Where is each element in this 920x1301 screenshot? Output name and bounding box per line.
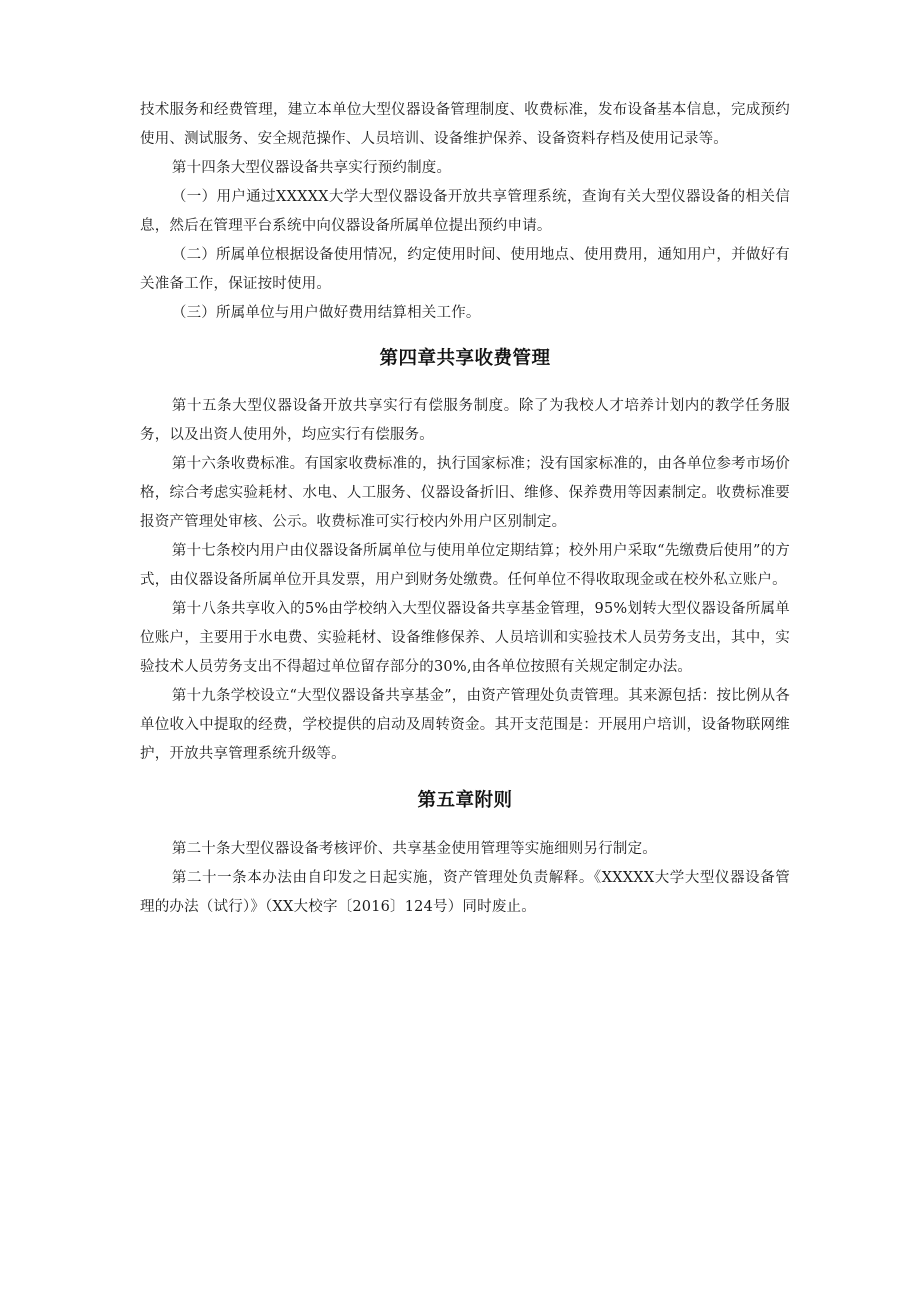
article-14-item-2: （二）所属单位根据设备使用情况，约定使用时间、使用地点、使用费用，通知用户，并做好有关准备工作，保证按时使用。 <box>140 247 790 292</box>
article-15: 第十五条大型仪器设备开放共享实行有偿服务制度。除了为我校人才培养计划内的教学任务服务，以及出资人使用外，均应实行有偿服务。 <box>140 398 790 443</box>
article-16: 第十六条收费标准。有国家收费标准的，执行国家标准；没有国家标准的，由各单位参考市场价格，综合考虑实验耗材、水电、人工服务、仪器设备折旧、维修、保养费用等因素制定。收费标准要报资产管理处审核、公示。收费标准可实行校内外用户区别制定。 <box>140 456 790 530</box>
chapter-4-heading: 第四章共享收费管理 <box>379 348 551 369</box>
chapter-5-heading: 第五章附则 <box>417 790 513 811</box>
article-20: 第二十条大型仪器设备考核评价、共享基金使用管理等实施细则另行制定。 <box>171 841 657 857</box>
document-page <box>140 96 790 922</box>
article-19: 第十九条学校设立“大型仪器设备共享基金”，由资产管理处负责管理。其来源包括：按比例从各单位收入中提取的经费，学校提供的启动及周转资金。其开支范围是：开展用户培训，设备物联网维护，开放共享管理系统升级等。 <box>140 688 790 762</box>
article-21: 第二十一条本办法由自印发之日起实施，资产管理处负责解释。《XXXXX大学大型仪器设备管理的办法（试行）》（XX大校字〔2016〕124号）同时废止。 <box>140 870 790 915</box>
paragraph-continuation: 技术服务和经费管理，建立本单位大型仪器设备管理制度、收费标准，发布设备基本信息，完成预约使用、测试服务、安全规范操作、人员培训、设备维护保养、设备资料存档及使用记录等。 <box>140 102 790 147</box>
article-14: 第十四条大型仪器设备共享实行预约制度。 <box>171 160 452 176</box>
article-14-item-3: （三）所属单位与用户做好费用结算相关工作。 <box>171 305 481 321</box>
article-14-item-1: （一）用户通过XXXXX大学大型仪器设备开放共享管理系统，查询有关大型仪器设备的相关信息，然后在管理平台系统中向仪器设备所属单位提出预约申请。 <box>140 189 790 234</box>
article-18: 第十八条共享收入的5%由学校纳入大型仪器设备共享基金管理，95%划转大型仪器设备所属单位账户，主要用于水电费、实验耗材、设备维修保养、人员培训和实验技术人员劳务支出，其中，实验技术人员劳务支出不得超过单位留存部分的30%,由各单位按照有关规定制定办法。 <box>140 601 790 675</box>
article-17: 第十七条校内用户由仪器设备所属单位与使用单位定期结算；校外用户采取“先缴费后使用”的方式，由仪器设备所属单位开具发票，用户到财务处缴费。任何单位不得收取现金或在校外私立账户。 <box>140 543 790 588</box>
